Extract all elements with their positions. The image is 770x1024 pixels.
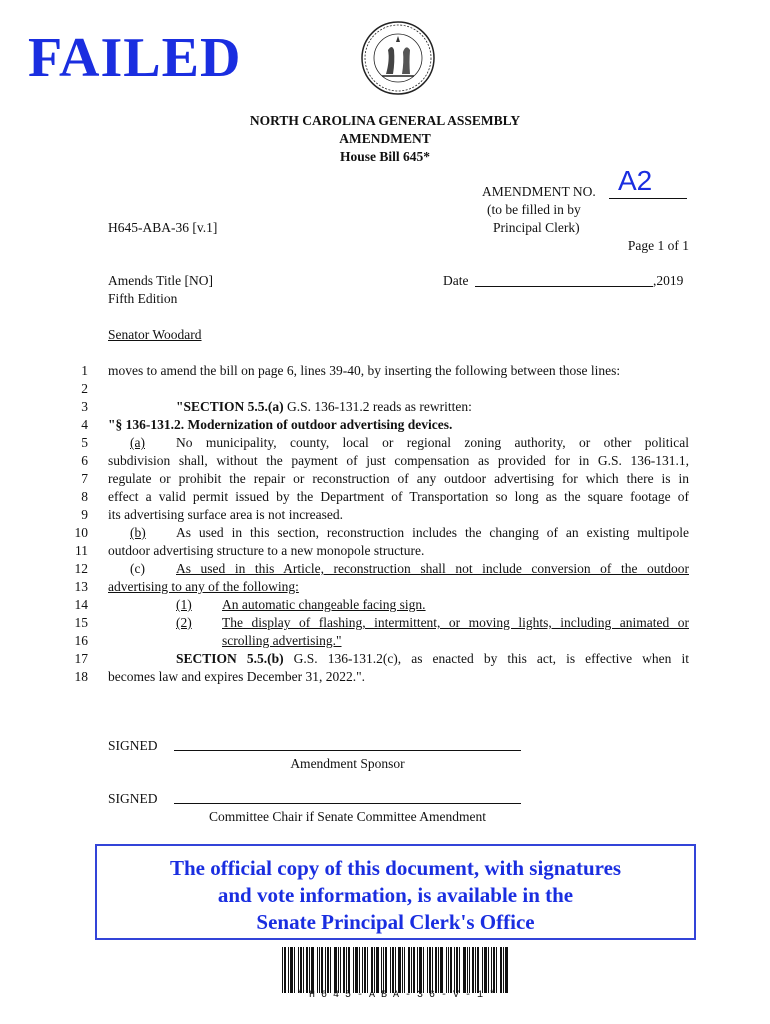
amendment-no-note: (to be filled in by [487,202,581,217]
list-mark: (1) [176,597,192,612]
signed-label: SIGNED [108,791,158,806]
line-number: 11 [75,543,88,558]
text-line [108,560,689,578]
list-item: The display of flashing, intermittent, or moving lights, including animated or [222,615,689,630]
line-number: 5 [81,435,88,450]
date-year: ,2019 [653,273,684,288]
line-number: 17 [74,651,88,666]
line-number: 4 [81,417,88,432]
amendment-no-value: A2 [618,165,653,196]
subsection-mark: (b) [130,525,146,540]
amends-title: Amends Title [NO] [108,273,214,288]
text-line [108,524,689,542]
section-heading: "SECTION 5.5.(a) [176,399,284,414]
amendment-no-line [609,198,687,199]
bill-number: House Bill 645* [339,149,430,164]
line-number: 13 [74,579,88,594]
text-line [108,434,689,452]
subsection-mark: (a) [130,435,145,450]
amendment-no-label: AMENDMENT NO. [482,184,596,199]
line-number: 3 [81,399,88,414]
list-item: An automatic changeable facing sign. [222,597,426,612]
date-label: Date [443,273,469,288]
notice-line: and vote information, is available in the [217,883,574,907]
sponsor-caption: Amendment Sponsor [290,756,405,771]
text-line: its advertising surface area is not increased. [108,507,344,522]
section-text: G.S. 136-131.2 reads as rewritten: [283,399,472,414]
section-text: G.S. 136-131.2(c), as enacted by this act, is effective when it [283,651,689,666]
barcode-icon [282,947,510,993]
sponsor-name: Senator Woodard [108,327,202,342]
signature-line [174,750,521,751]
text-line: outdoor advertising structure to a new monopole structure. [108,543,425,558]
line-number: 12 [74,561,88,576]
line-number: 6 [81,453,88,468]
document-type: AMENDMENT [339,131,431,146]
list-mark: (2) [176,615,192,630]
text-line: As used in this Article, reconstruction shall not include conversion of the outdoor [176,561,689,576]
text-line [108,398,689,416]
text-line: effect a valid permit issued by the Department of Transportation so long as the square footage of [108,489,689,504]
text-line: regulate or prohibit the repair or reconstruction of any outdoor advertising for which there is in [108,471,689,486]
text-line: becomes law and expires December 31, 2022.". [108,669,366,684]
amendment-no-note: Principal Clerk) [493,220,580,235]
notice-line: Senate Principal Clerk's Office [256,910,535,934]
official-copy-notice [95,844,696,940]
barcode-text: * H 6 4 5 - A B A - 3 6 - V - 1 * [296,990,496,1001]
list-item: scrolling advertising." [222,633,342,648]
date-line [475,286,653,287]
line-number: 1 [81,363,88,378]
assembly-title: NORTH CAROLINA GENERAL ASSEMBLY [249,113,521,128]
text-line: As used in this section, reconstruction includes the changing of an existing multipole [176,525,689,540]
notice-line: The official copy of this document, with signatures [169,856,622,880]
line-number: 2 [81,381,88,396]
state-seal-icon [360,20,436,96]
line-number: 16 [74,633,88,648]
failed-stamp: FAILED [28,27,242,89]
statute-heading: "§ 136-131.2. Modernization of outdoor advertising devices. [108,417,453,432]
line-number: 10 [74,525,88,540]
section-heading: SECTION 5.5.(b) [176,651,284,666]
text-line: subdivision shall, without the payment of just compensation as provided for in G.S. 136-131.1, [108,453,689,468]
text-line [108,650,689,668]
subsection-mark: (c) [130,561,145,576]
page-indicator: Page 1 of 1 [627,238,689,253]
signed-label: SIGNED [108,738,158,753]
line-number: 9 [81,507,88,522]
line-number: 8 [81,489,88,504]
text-line: No municipality, county, local or regional zoning authority, or other political [176,435,689,450]
line-number: 18 [74,669,88,684]
line-number: 15 [74,615,88,630]
line-number: 14 [74,597,88,612]
chair-caption: Committee Chair if Senate Committee Amendment [208,809,487,824]
text-line: moves to amend the bill on page 6, lines 39-40, by inserting the following between those lines: [108,363,621,378]
text-line: advertising to any of the following: [108,579,299,594]
document-id: H645-ABA-36 [v.1] [108,220,218,235]
edition: Fifth Edition [108,291,178,306]
line-number: 7 [81,471,88,486]
signature-line [174,803,521,804]
